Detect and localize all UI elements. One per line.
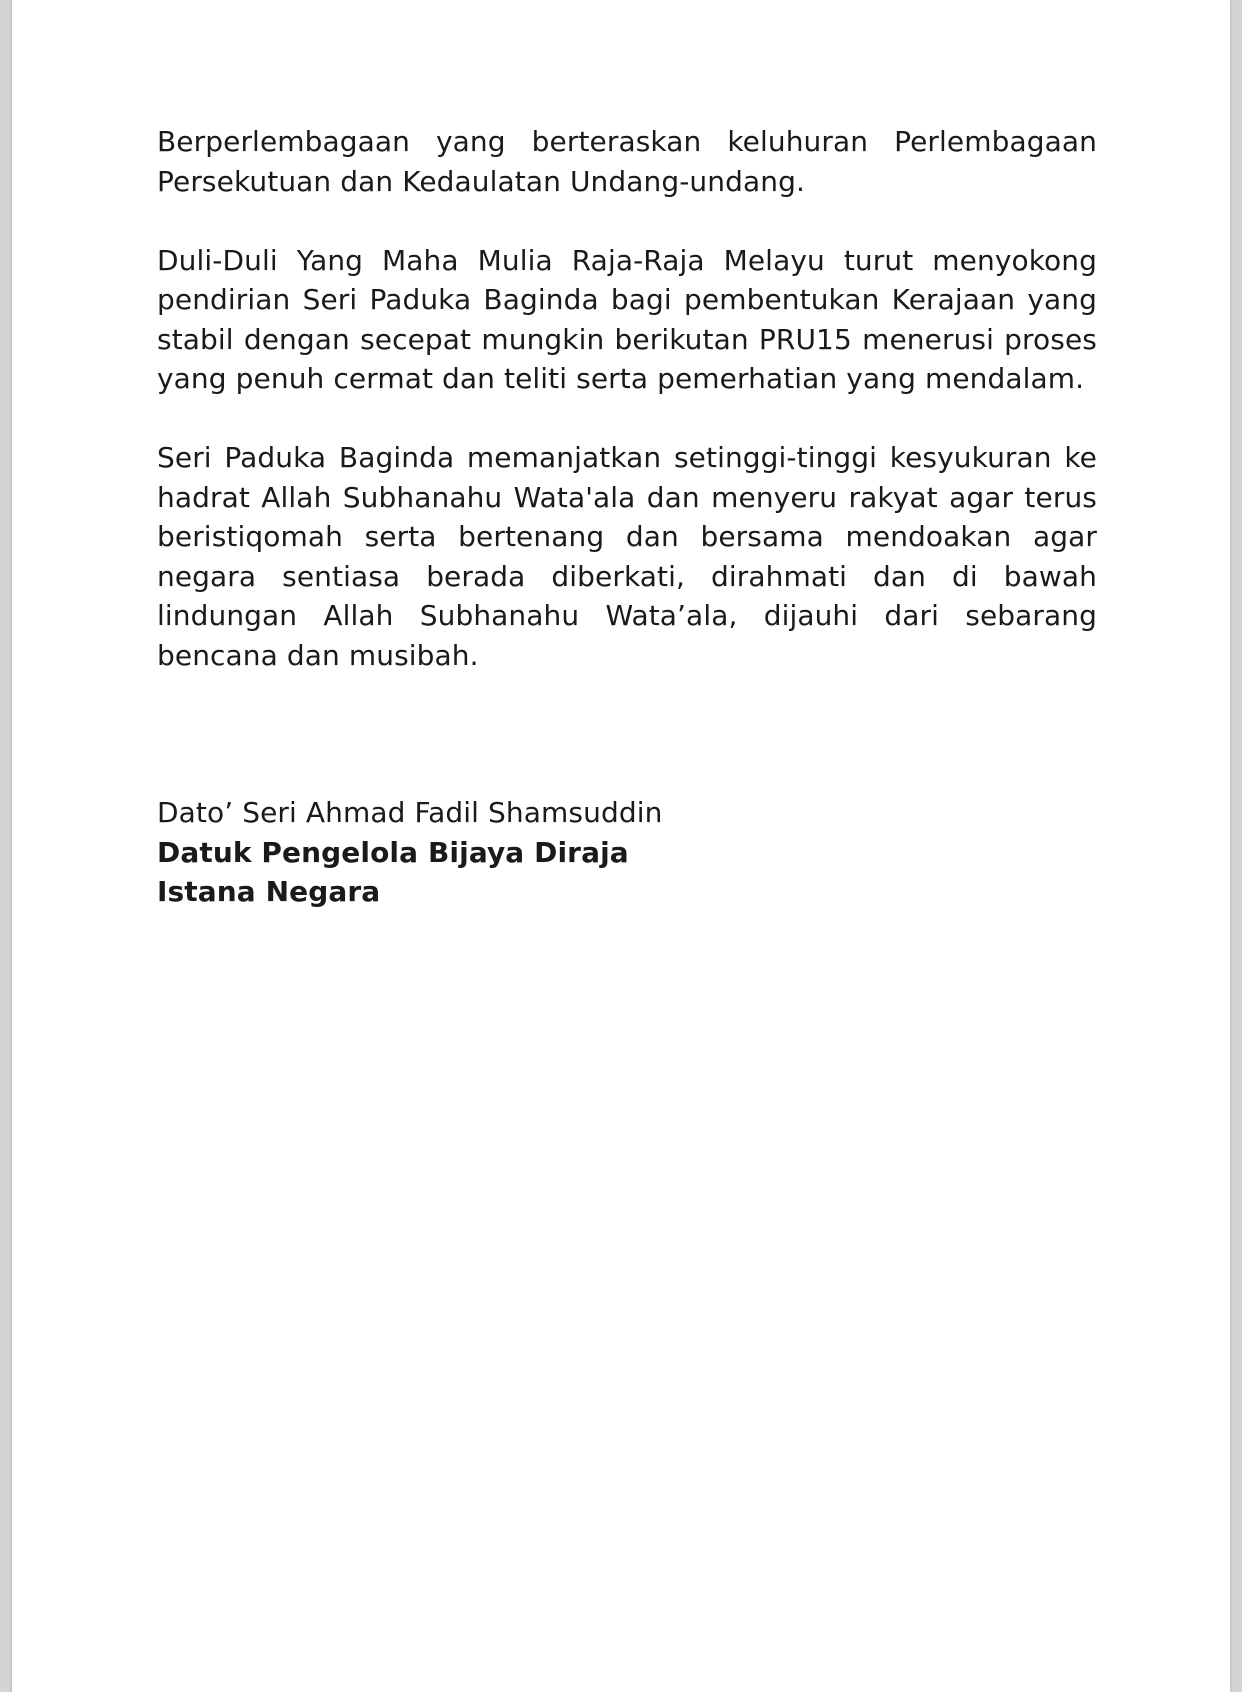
signature-block [157, 793, 1097, 912]
signatory-organization: Istana Negara [157, 875, 381, 908]
document-body [157, 122, 1097, 912]
signatory-name: Dato’ Seri Ahmad Fadil Shamsuddin [157, 796, 663, 829]
paragraph-1: Berperlembagaan yang berteraskan keluhuran Perlembagaan Persekutuan dan Kedaulatan Undang-undang. [157, 125, 1097, 198]
paragraph-3: Seri Paduka Baginda memanjatkan setinggi-tinggi kesyukuran ke hadrat Allah Subhanahu Wata'ala dan menyeru rakyat agar terus beristiqomah serta bertenang dan bersama mendoakan agar negara sentiasa berada diberkati, dirahmati dan di bawah lindungan Allah Subhanahu Wata’ala, dijauhi dari sebarang bencana dan musibah. [157, 441, 1097, 672]
document-page [12, 0, 1230, 1692]
signatory-title: Datuk Pengelola Bijaya Diraja [157, 835, 629, 869]
paragraph-2: Duli-Duli Yang Maha Mulia Raja-Raja Melayu turut menyokong pendirian Seri Paduka Baginda bagi pembentukan Kerajaan yang stabil dengan secepat mungkin berikutan PRU15 menerusi proses yang penuh cermat dan teliti serta pemerhatian yang mendalam. [157, 243, 1097, 395]
